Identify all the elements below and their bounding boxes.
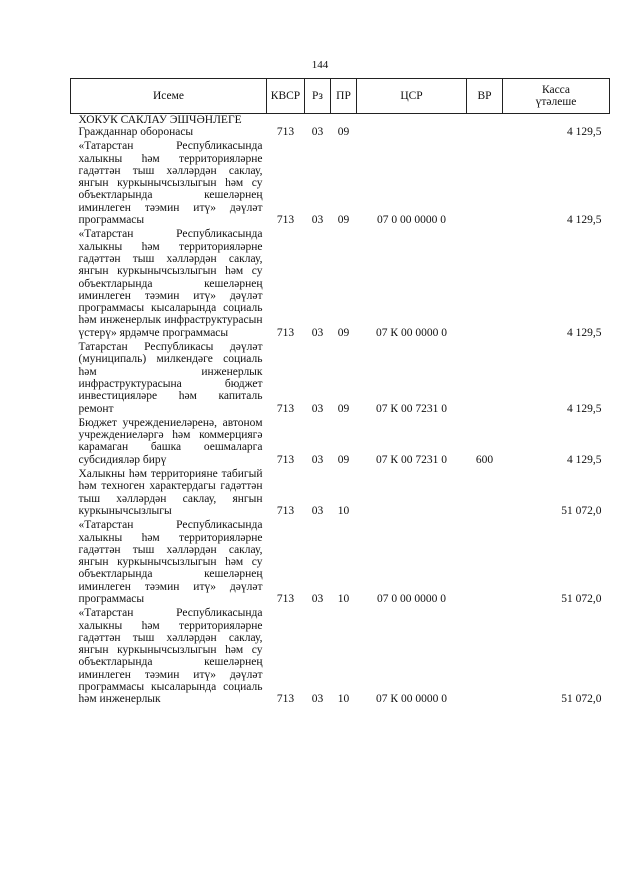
header-kassa-line2: үтәлеше bbox=[535, 96, 577, 108]
row-vr bbox=[467, 228, 503, 341]
row-vr bbox=[467, 607, 503, 707]
row-kvsr: 713 bbox=[276, 326, 295, 339]
row-rz: 03 bbox=[311, 693, 324, 706]
header-csr: ЦСР bbox=[357, 79, 467, 114]
row-name: «Татарстан Республикасында халыкны һәм территорияләрне гадәттән тыш хәлләрдән саклау, янгын куркынычсызлыгын һәм су объектларында кешеләрнең иминлеген тәэмин итү» дәүләт программасы bbox=[78, 519, 263, 605]
section-heading-row bbox=[71, 114, 610, 127]
header-name: Исеме bbox=[71, 79, 267, 114]
row-rz: 03 bbox=[311, 214, 324, 227]
row-rz: 03 bbox=[311, 126, 324, 138]
row-kassa: 51 072,0 bbox=[561, 693, 602, 706]
header-vr: ВР bbox=[467, 79, 503, 114]
row-kvsr: 713 bbox=[276, 402, 295, 415]
row-name: Бюджет учреждениеләренә, автоном учреждениеләргә һәм коммерциягә карамаган башка оешмаларга субсидияләр бирү bbox=[78, 416, 263, 466]
row-pr: 09 bbox=[337, 126, 350, 138]
row-csr: 07 К 00 7231 0 bbox=[376, 402, 447, 415]
row-kassa: 4 129,5 bbox=[567, 402, 602, 415]
row-rz: 03 bbox=[311, 326, 324, 339]
row-pr: 09 bbox=[337, 402, 350, 415]
header-kassa bbox=[503, 79, 610, 114]
row-pr: 10 bbox=[337, 592, 350, 605]
row-vr bbox=[467, 140, 503, 228]
table-row bbox=[71, 468, 610, 519]
header-kvsr: КВСР bbox=[267, 79, 305, 114]
row-kvsr: 713 bbox=[276, 592, 295, 605]
table-row bbox=[71, 228, 610, 341]
header-kassa-line1: Касса bbox=[541, 84, 571, 96]
row-vr bbox=[467, 468, 503, 519]
budget-table bbox=[70, 78, 610, 708]
row-csr: 07 К 00 0000 0 bbox=[376, 326, 447, 339]
table-row bbox=[71, 417, 610, 468]
row-csr: 07 0 00 0000 0 bbox=[377, 592, 446, 605]
table-row bbox=[71, 341, 610, 417]
row-name: Гражданнар оборонасы bbox=[78, 126, 194, 138]
table-row bbox=[71, 140, 610, 228]
row-pr: 09 bbox=[337, 214, 350, 227]
row-rz: 03 bbox=[311, 402, 324, 415]
row-csr: 07 К 00 7231 0 bbox=[376, 453, 447, 466]
row-pr: 09 bbox=[337, 326, 350, 339]
row-kassa: 4 129,5 bbox=[567, 214, 602, 227]
section-title: ХОКУК САКЛАУ ЭШЧӘНЛЕГЕ bbox=[78, 114, 242, 126]
row-name: «Татарстан Республикасында халыкны һәм территорияләрне гадәттән тыш хәлләрдән саклау, янгын куркынычсызлыгын һәм су объектларында кешеләрнең иминлеген тәэмин итү» дәүләт программасы кысаларында социаль һәм инженерлык инфраструктурасын үстерү» ярдәмче программасы bbox=[78, 228, 263, 339]
row-csr bbox=[357, 468, 467, 519]
row-name: «Татарстан Республикасында халыкны һәм территорияләрне гадәттән тыш хәлләрдән саклау, янгын куркынычсызлыгын һәм су объектларында кешеләрнең иминлеген тәэмин итү» дәүләт программасы bbox=[78, 140, 263, 227]
row-vr bbox=[467, 519, 503, 607]
row-kvsr: 713 bbox=[276, 453, 295, 466]
row-rz: 03 bbox=[311, 453, 324, 466]
row-vr: 600 bbox=[475, 453, 494, 466]
table-row bbox=[71, 126, 610, 140]
header-rz: Рз bbox=[305, 79, 331, 114]
row-kvsr: 713 bbox=[276, 693, 295, 706]
row-rz: 03 bbox=[311, 504, 324, 517]
row-kassa: 51 072,0 bbox=[561, 504, 602, 517]
row-name: «Татарстан Республикасында халыкны һәм территорияләрне гадәттән тыш хәлләрдән саклау, янгын куркынычсызлыгын һәм су объектларында кешеләрнең иминлеген тәэмин итү» дәүләт программасы кысаларында социаль һәм инженерлык bbox=[78, 607, 263, 706]
row-csr: 07 0 00 0000 0 bbox=[377, 214, 446, 227]
page-number: 144 bbox=[311, 59, 329, 71]
row-kassa: 4 129,5 bbox=[567, 453, 602, 466]
row-kvsr: 713 bbox=[276, 214, 295, 227]
row-vr bbox=[467, 126, 503, 140]
row-kvsr: 713 bbox=[276, 504, 295, 517]
row-vr bbox=[467, 341, 503, 417]
row-pr: 09 bbox=[337, 453, 350, 466]
row-kvsr: 713 bbox=[276, 126, 295, 138]
table-row bbox=[71, 519, 610, 607]
row-kassa: 4 129,5 bbox=[567, 126, 602, 138]
row-name: Халыкны һәм территорияне табигый һәм техноген характердагы гадәттән тыш хәлләрдән саклау, янгын куркынычсызлыгы bbox=[78, 468, 263, 517]
row-rz: 03 bbox=[311, 592, 324, 605]
row-name: Татарстан Республикасы дәүләт (муниципаль) милкендәге социаль һәм инженерлык инфраструктурасына бюджет инвестицияләре һәм капиталь ремонт bbox=[78, 341, 263, 415]
row-kassa: 4 129,5 bbox=[567, 326, 602, 339]
table-row bbox=[71, 607, 610, 707]
table-header-row bbox=[71, 79, 610, 114]
row-csr bbox=[357, 126, 467, 140]
header-pr: ПР bbox=[331, 79, 357, 114]
row-pr: 10 bbox=[337, 693, 350, 706]
row-pr: 10 bbox=[337, 504, 350, 517]
row-csr: 07 К 00 0000 0 bbox=[376, 693, 447, 706]
row-kassa: 51 072,0 bbox=[561, 592, 602, 605]
